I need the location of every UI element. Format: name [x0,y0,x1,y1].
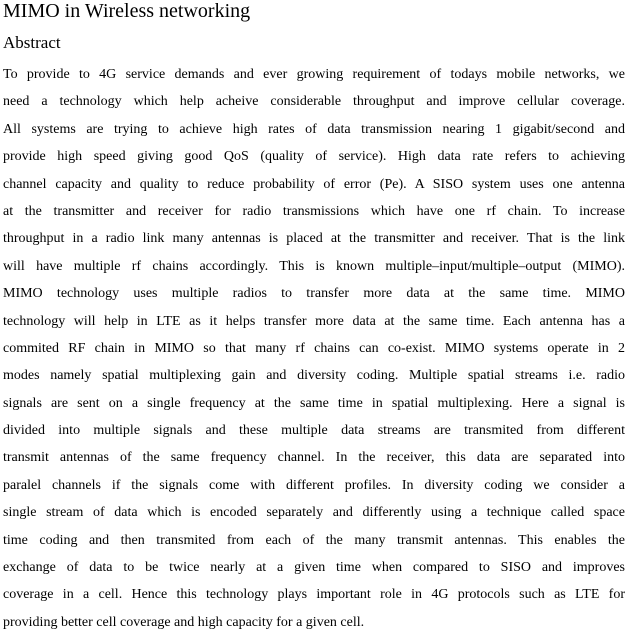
abstract-line: transmit antennas of the same frequency channel. In the receiver, this data are separated into [3,450,625,466]
abstract-line: provide high speed giving good QoS (quality of service). High data rate refers to achieving [3,149,625,165]
abstract-line: signals are sent on a single frequency at the same time in spatial multiplexing. Here a signal is [3,395,625,411]
abstract-line: coverage in a cell. Hence this technology plays important role in 4G protocols such as LTE for [3,587,625,603]
section-heading-abstract: Abstract [3,33,61,52]
abstract-line: modes namely spatial multiplexing gain and diversity coding. Multiple spatial streams i.e. radio [3,368,625,384]
document-title: MIMO in Wireless networking [3,0,251,22]
abstract-line: at the transmitter and receiver for radio transmissions which have one rf chain. To increase [3,203,625,219]
abstract-line: will have multiple rf chains accordingly. This is known multiple–input/multiple–output (MIMO). [3,258,625,274]
abstract-line: throughput in a radio link many antennas is placed at the transmitter and receiver. That is the link [3,231,625,247]
abstract-line: time coding and then transmited from each of the many transmit antennas. This enables the [3,532,625,548]
abstract-paragraph [3,66,625,641]
abstract-line: need a technology which help acheive considerable throughput and improve cellular coverage. [3,94,625,110]
abstract-line: channel capacity and quality to reduce probability of error (Pe). A SISO system uses one antenna [3,176,625,192]
abstract-line: To provide to 4G service demands and ever growing requirement of todays mobile networks, we [3,67,625,82]
abstract-line: providing better cell coverage and high capacity for a given cell. [3,614,365,630]
abstract-line: paralel channels if the signals come with different profiles. In diversity coding we consider a [3,477,625,493]
abstract-line: divided into multiple signals and these multiple data streams are transmited from different [3,423,625,439]
abstract-line: technology will help in LTE as it helps transfer more data at the same time. Each antenna has a [3,313,625,329]
abstract-line: exchange of data to be twice nearly at a given time when compared to SISO and improves [3,560,625,576]
abstract-line: single stream of data which is encoded separately and differently using a technique called space [3,505,625,521]
abstract-line: All systems are trying to achieve high rates of data transmission nearing 1 gigabit/second and [3,121,625,137]
abstract-line: MIMO technology uses multiple radios to transfer more data at the same time. MIMO [3,286,625,302]
abstract-line: commited RF chain in MIMO so that many rf chains can co-exist. MIMO systems operate in 2 [3,340,625,356]
